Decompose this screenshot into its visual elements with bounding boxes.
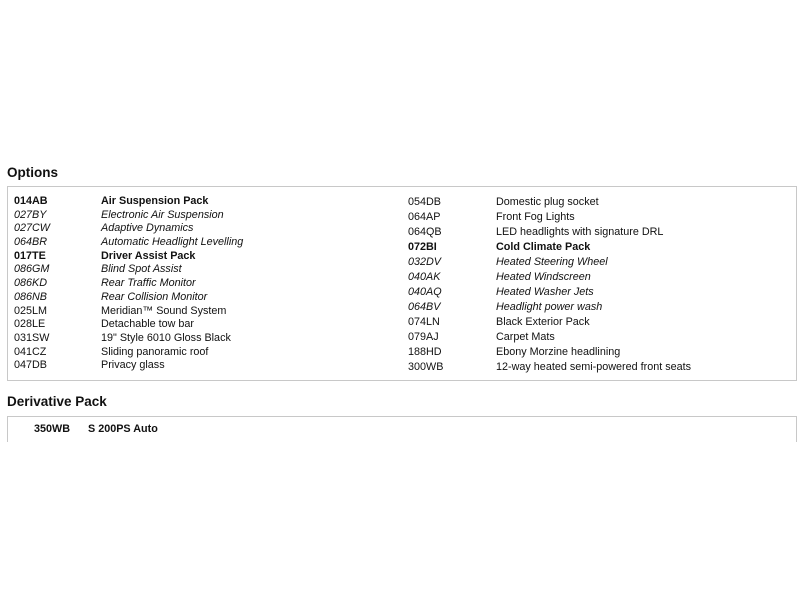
option-code: 072BI xyxy=(408,241,437,253)
option-description: Driver Assist Pack xyxy=(101,249,196,262)
option-code: 028LE xyxy=(14,318,46,331)
option-description: Heated Steering Wheel xyxy=(496,256,608,268)
option-code: 031SW xyxy=(14,331,50,344)
option-code: 040AK xyxy=(408,271,441,283)
option-code: 074LN xyxy=(408,316,440,328)
option-row xyxy=(14,332,404,346)
option-row xyxy=(14,346,404,360)
option-row xyxy=(408,210,793,225)
option-code: 188HD xyxy=(408,346,442,358)
option-code: 041CZ xyxy=(14,345,47,358)
option-description: Automatic Headlight Levelling xyxy=(101,236,244,249)
option-description: Privacy glass xyxy=(101,359,165,372)
option-description: Sliding panoramic roof xyxy=(101,345,209,358)
option-description: Detachable tow bar xyxy=(101,318,195,331)
option-row xyxy=(408,285,793,300)
option-description: Rear Collision Monitor xyxy=(101,290,208,303)
option-description: Ebony Morzine headlining xyxy=(496,346,621,358)
option-code: 054DB xyxy=(408,196,442,208)
option-row xyxy=(408,300,793,315)
option-description: Front Fog Lights xyxy=(496,211,575,223)
derivative-pack-heading: Derivative Pack xyxy=(7,394,107,409)
options-table xyxy=(7,186,797,381)
option-row xyxy=(408,255,793,270)
option-code: 027BY xyxy=(14,208,47,221)
option-row xyxy=(408,360,793,375)
option-row xyxy=(14,250,404,264)
option-row xyxy=(408,225,793,240)
option-row xyxy=(408,330,793,345)
option-description: Heated Windscreen xyxy=(496,271,591,283)
option-code: 017TE xyxy=(14,249,46,262)
option-description: Headlight power wash xyxy=(496,301,603,313)
option-code: 032DV xyxy=(408,256,442,268)
option-row xyxy=(14,209,404,223)
options-right-column xyxy=(408,195,793,375)
options-heading: Options xyxy=(7,165,58,180)
option-code: 064BV xyxy=(408,301,441,313)
option-code: 086GM xyxy=(14,263,50,276)
option-description: 12-way heated semi-powered front seats xyxy=(496,361,692,373)
option-row xyxy=(14,305,404,319)
option-code: 025LM xyxy=(14,304,48,317)
option-code: 086KD xyxy=(14,277,48,290)
option-row xyxy=(14,318,404,332)
option-code: 014AB xyxy=(14,195,48,207)
option-row xyxy=(408,195,793,210)
derivative-pack-table xyxy=(7,416,797,442)
option-description: Electronic Air Suspension xyxy=(101,208,224,221)
option-row xyxy=(14,359,404,373)
option-code: 040AQ xyxy=(408,286,442,298)
option-description: Carpet Mats xyxy=(496,331,555,343)
option-description: 19" Style 6010 Gloss Black xyxy=(101,331,231,344)
option-code: 047DB xyxy=(14,359,48,372)
option-description: Heated Washer Jets xyxy=(496,286,594,298)
option-row xyxy=(408,315,793,330)
option-code: 079AJ xyxy=(408,331,439,343)
option-row xyxy=(14,222,404,236)
option-code: 064AP xyxy=(408,211,441,223)
option-code: 086NB xyxy=(14,290,48,303)
option-row xyxy=(14,195,404,209)
option-description: Air Suspension Pack xyxy=(101,195,209,207)
option-row xyxy=(14,291,404,305)
option-row xyxy=(408,345,793,360)
option-description: Black Exterior Pack xyxy=(496,316,590,328)
option-description: Domestic plug socket xyxy=(496,196,599,208)
option-description: Cold Climate Pack xyxy=(496,241,591,253)
option-code: 027CW xyxy=(14,222,51,235)
options-left-column xyxy=(14,195,404,373)
derivative-description: S 200PS Auto xyxy=(88,423,158,435)
option-description: Blind Spot Assist xyxy=(101,263,182,276)
option-row xyxy=(14,263,404,277)
option-row xyxy=(14,277,404,291)
option-code: 064BR xyxy=(14,236,48,249)
option-description: LED headlights with signature DRL xyxy=(496,226,664,238)
option-row xyxy=(408,240,793,255)
derivative-code: 350WB xyxy=(34,423,71,435)
option-description: Meridian™ Sound System xyxy=(101,304,227,317)
option-description: Adaptive Dynamics xyxy=(101,222,194,235)
option-code: 300WB xyxy=(408,361,444,373)
option-description: Rear Traffic Monitor xyxy=(101,277,196,290)
option-row xyxy=(14,236,404,250)
option-code: 064QB xyxy=(408,226,442,238)
option-row xyxy=(408,270,793,285)
